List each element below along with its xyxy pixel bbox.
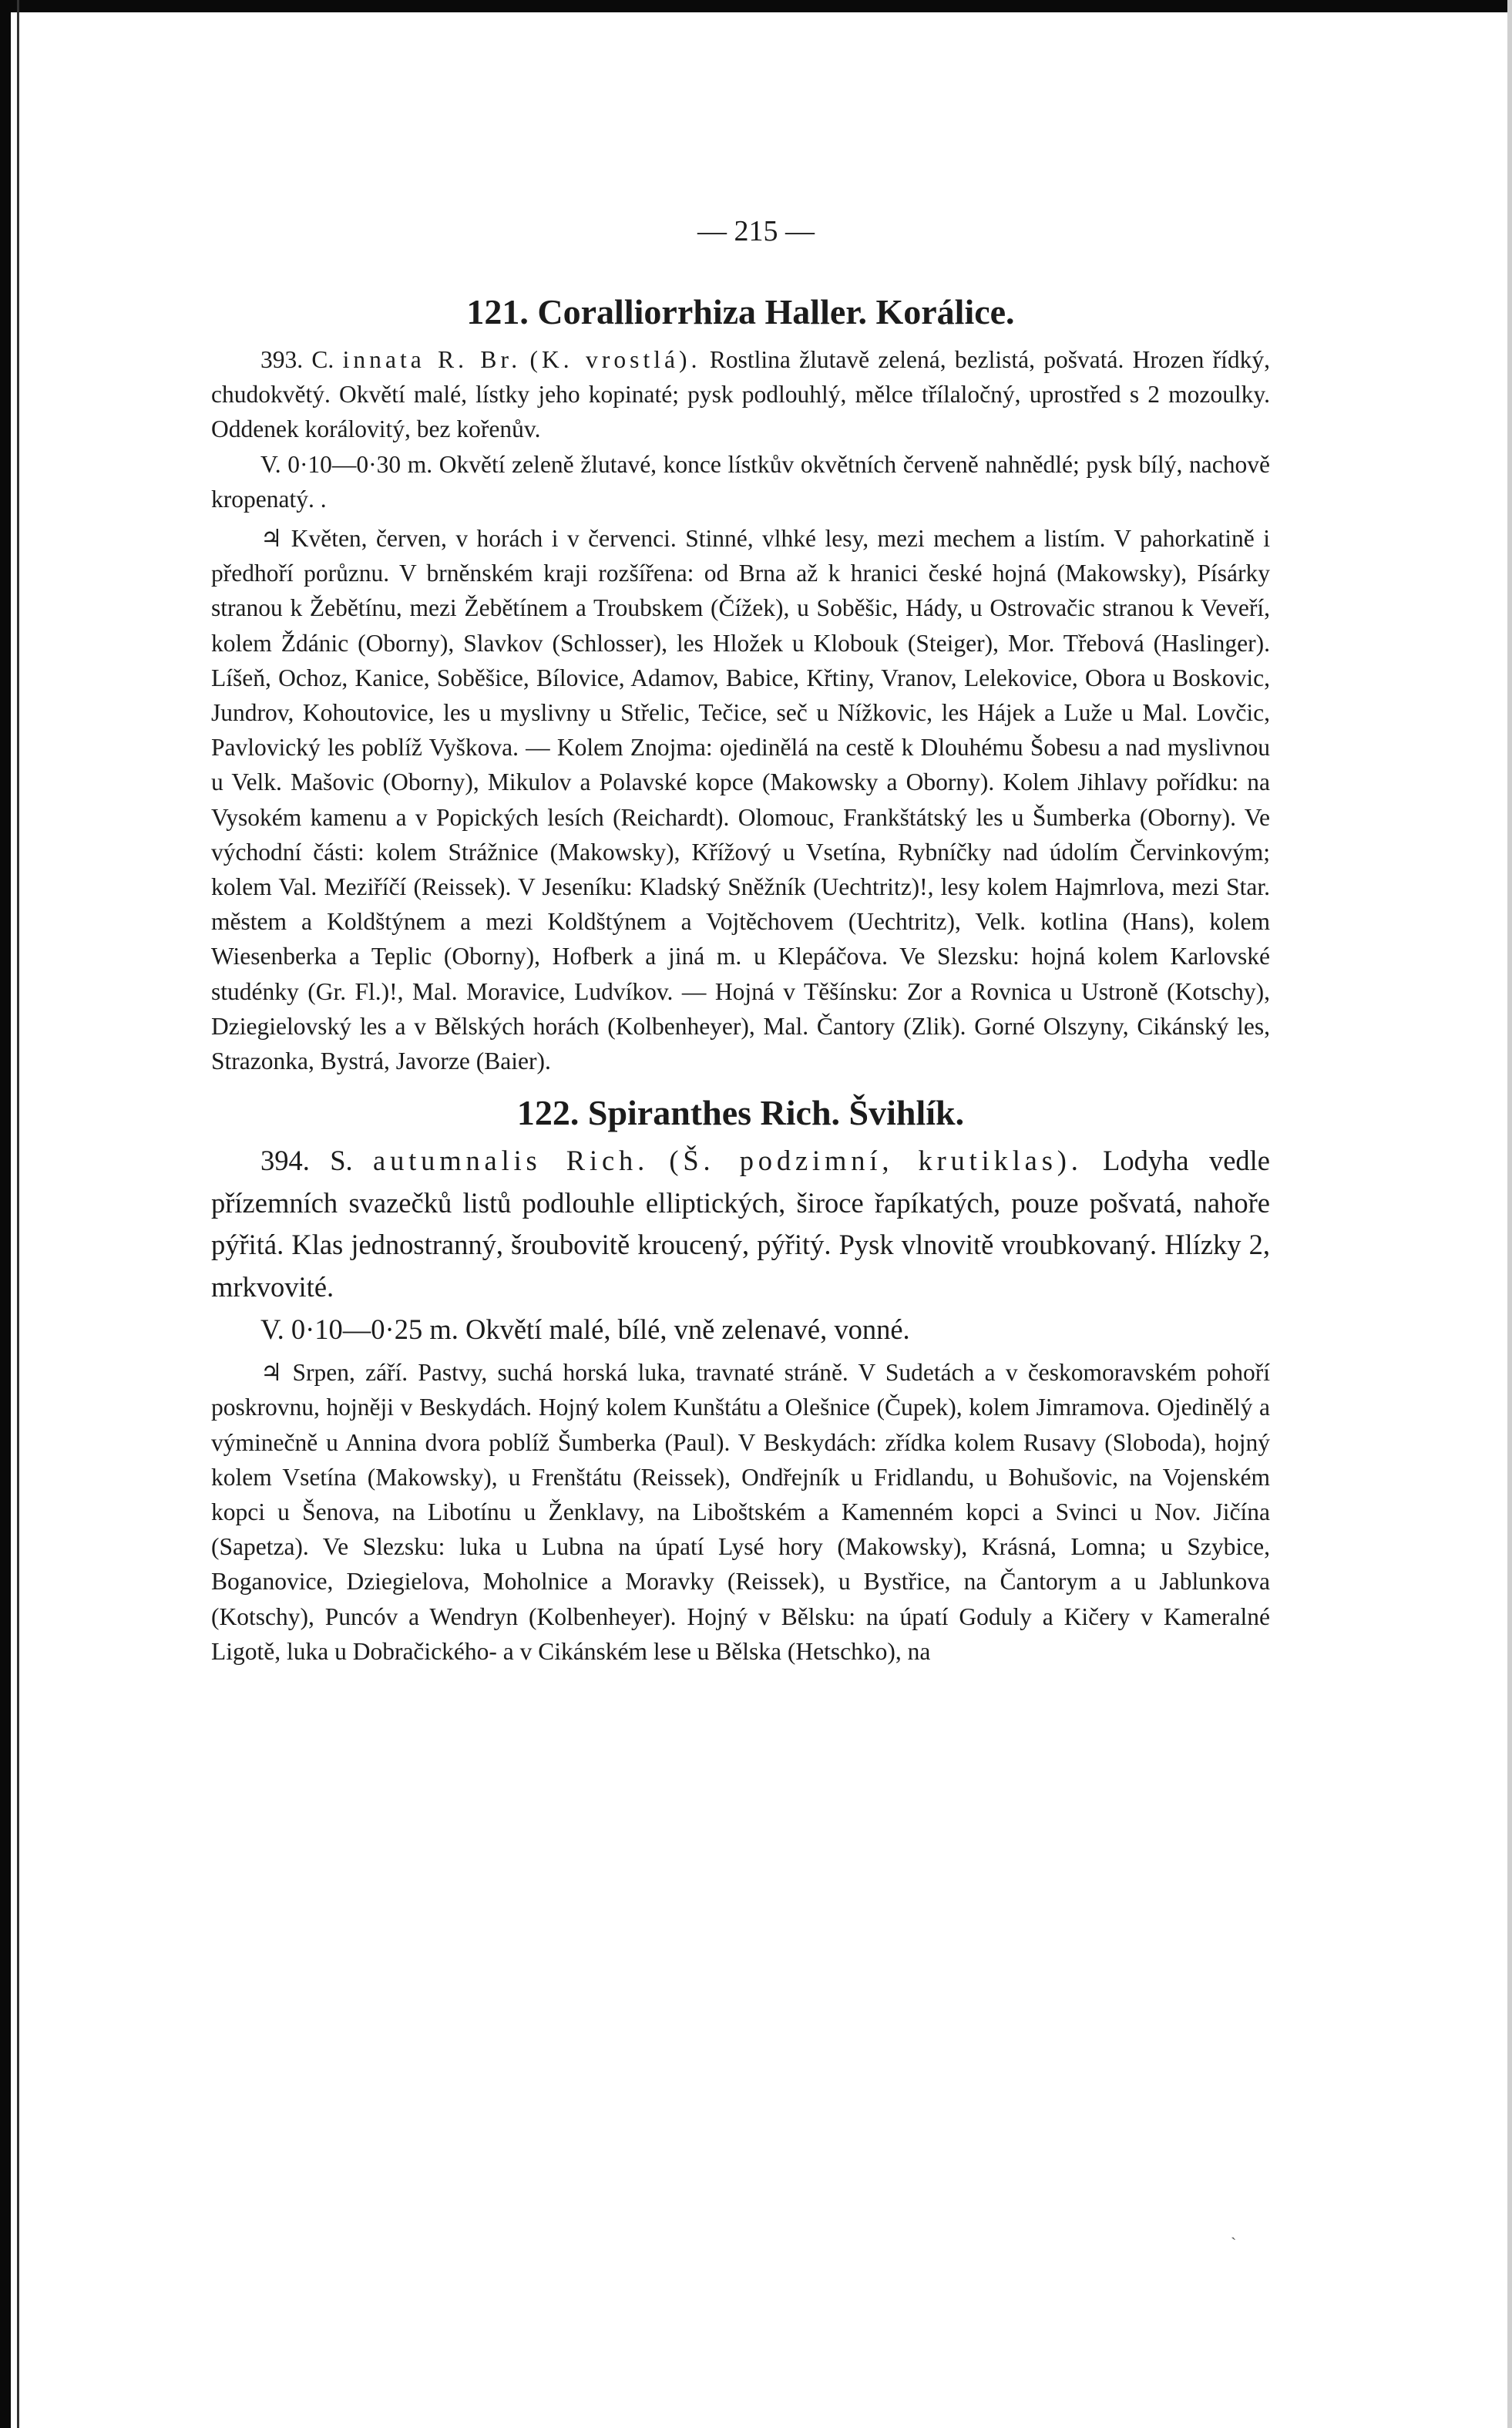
- scan-border-line: [17, 0, 19, 2428]
- species-description: Rostlina žlutavě zelená, bezlistá, pošvatá. Hrozen řídký, chudokvětý. Okvětí malé, lístky jeho kopinaté; pysk podlouhlý, mělce třílaločný, uprostřed s 2 mozoulky. Oddenek korálovitý, bez kořenův.: [211, 346, 1271, 443]
- species-vernacular: (Š. podzimní, krutiklas).: [669, 1145, 1083, 1177]
- species-entry: [211, 342, 1270, 447]
- section-heading: 121. Coralliorrhiza Haller. Korálice.: [466, 292, 1015, 331]
- scan-speck: `: [1231, 2234, 1237, 2253]
- species-entry: [211, 1140, 1270, 1308]
- species-number: 394. S.: [260, 1145, 353, 1177]
- species-name: autumnalis Rich.: [373, 1145, 650, 1177]
- species-distribution: ♃ Květen, červen, v horách i v červenci. Stinné, vlhké lesy, mezi mechem a listím. V pahorkatině i předhoří porůznu. V brněnském kraji rozšířena: od Brna až k hranici české hojná (Makowsky), Písárky stranou k Žebětínu, mezi Žebětínem a Troubskem (Čížek), u Soběšic, Hády, u Ostrovačic stranou k Veveří, kolem Ždánic (Oborny), Slavkov (Schlosser), les Hložek u Klobouk (Steiger), Mor. Třebová (Haslinger). Líšeň, Ochoz, Kanice, Soběšice, Bílovice, Adamov, Babice, Křtiny, Vranov, Lelekovice, Obora u Boskovic, Jundrov, Kohoutovice, les u myslivny u Střelic, Tečice, seč u Nížkovic, les Hájek a Luže u Mal. Lovčic, Pavlovický les poblíž Vyškova. — Kolem Znojma: ojedinělá na cestě k Dlouhému Šobesu a nad myslivnou u Velk. Mašovic (Oborny), Mikulov a Polavské kopce (Makowsky a Oborny). Kolem Jihlavy pořídku: na Vysokém kamenu a v Popických lesích (Reichardt). Olomouc, Frankštátský les u Šumberka (Oborny). Ve východní části: kolem Strážnice (Makowsky), Křížový u Vsetína, Rybníčky nad údolím Červinkovým; kolem Val. Meziříčí (Reissek). V Jeseníku: Kladský Sněžník (Uechtritz)!, lesy kolem Hajmrlova, mezi Star. městem a Koldštýnem a mezi Koldštýnem a Vojtěchovem (Uechtritz), Velk. kotlina (Hans), kolem Wiesenberka a Teplic (Oborny), Hofberk a jiná m. u Klepáčova. Ve Slezsku: hojná kolem Karlovské studénky (Gr. Fl.)!, Mal. Moravice, Ludvíkov. — Hojná v Těšínsku: Zor a Rovnica u Ustroně (Kotschy), Dziegielovský les a v Bělských horách (Kolbenheyer), Mal. Čantory (Zlik). Gorné Olszyny, Cikánský les, Strazonka, Bystrá, Javorze (Baier).: [211, 525, 1270, 1075]
- species-variety: V. 0·10—0·25 m. Okvětí malé, bílé, vně zelenavé, vonné.: [260, 1313, 910, 1345]
- species-number: 393. C.: [260, 346, 334, 373]
- scan-border-left: [0, 0, 11, 2428]
- species-description: Lodyha vedle přízemních svazečků listů podlouhle elliptických, široce řapíkatých, pouze pošvatá, nahoře pýřitá. Klas jednostranný, šroubovitě kroucený, pýřitý. Pysk vlnovitě vroubkovaný. Hlízky 2, mrkvovité.: [211, 1145, 1270, 1303]
- scan-border-right: [1507, 0, 1512, 2428]
- page-body: [211, 285, 1270, 1669]
- species-variety: V. 0·10—0·30 m. Okvětí zeleně žlutavé, konce lístkův okvětních červeně nahnědlé; pysk bílý, nachově kropenatý. .: [211, 450, 1270, 513]
- species-name: innata R. Br.: [342, 346, 522, 373]
- scan-border-top: [0, 0, 1512, 12]
- page-number: — 215 —: [697, 215, 815, 247]
- species-distribution: ♃ Srpen, září. Pastvy, suchá horská luka, travnaté stráně. V Sudetách a v českomoravském pohoří poskrovnu, hojněji v Beskydách. Hojný kolem Kunštátu a Olešnice (Čupek), kolem Jimramova. Ojedinělý a výminečně u Annina dvora poblíž Šumberka (Paul). V Beskydách: zřídka kolem Rusavy (Sloboda), hojný kolem Vsetína (Makowsky), u Frenštátu (Reissek), Ondřejník u Fridlandu, u Bohušovic, na Vojenském kopci u Šenova, na Libotínu u Ženklavy, na Liboštském a Kamenném kopci a Svinci u Nov. Jičína (Sapetza). Ve Slezsku: luka u Lubna na úpatí Lysé hory (Makowsky), Krásná, Lomna; u Szybice, Boganovice, Dziegielova, Moholnice a Moravky (Reissek), u Bystřice, na Čantorym a u Jablunkova (Kotschy), Puncóv a Wendryn (Kolbenheyer). Hojný v Bělsku: na úpatí Goduly a Kičery v Kameralné Ligotě, luka u Dobračického- a v Cikánském lese u Bělska (Hetschko), na: [211, 1359, 1270, 1665]
- species-vernacular: (K. vrostlá).: [529, 346, 701, 373]
- section-heading: 122. Spiranthes Rich. Švihlík.: [516, 1093, 965, 1133]
